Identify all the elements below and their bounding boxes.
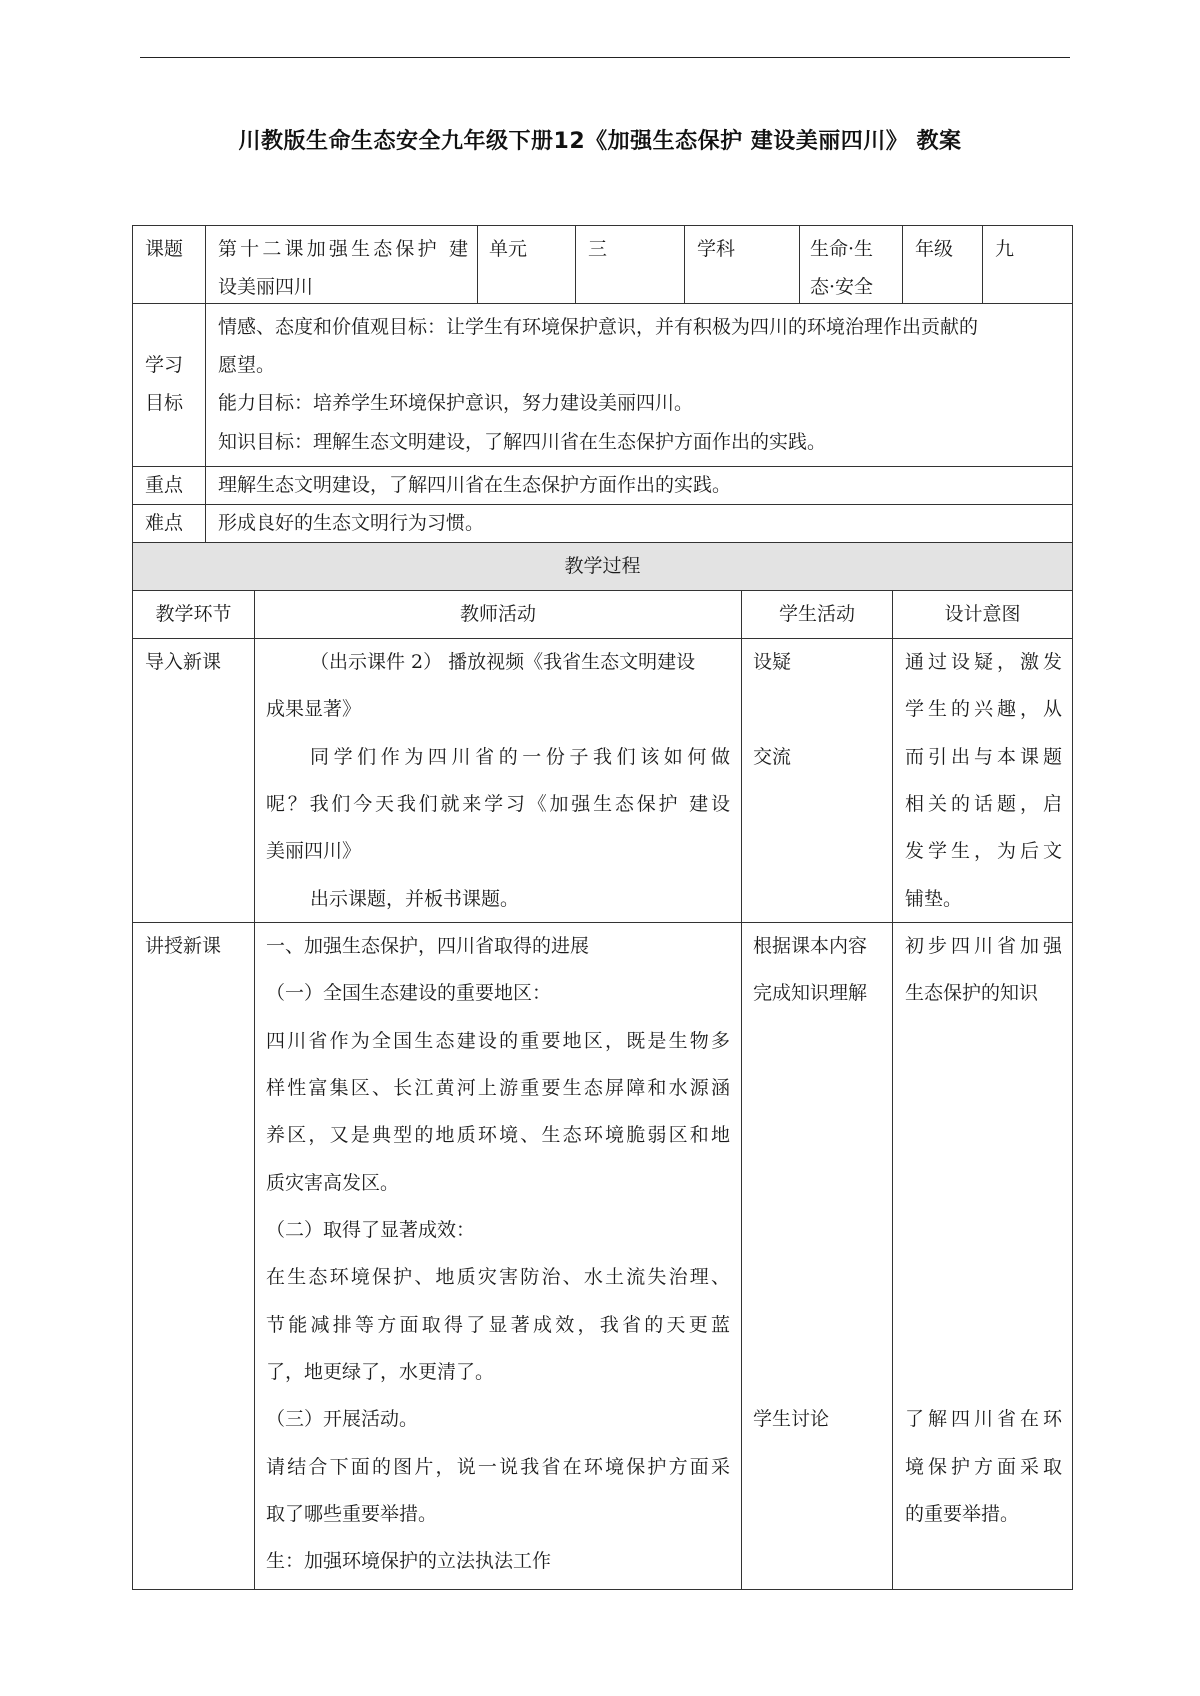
subject-value-line1: 生命·生: [810, 238, 874, 260]
intro-design-line: 发学生，为后文: [905, 840, 1062, 862]
new-lesson-design-line: 生态保护的知识: [905, 982, 1039, 1004]
objective-knowledge: 知识目标：理解生态文明建设，了解四川省在生态保护方面作出的实践。: [218, 431, 827, 453]
intro-stage-cell: [132, 638, 255, 923]
intro-teacher-cell: [254, 638, 742, 923]
grade-value: 九: [995, 238, 1015, 260]
intro-student-cell: [741, 638, 893, 923]
intro-student-1: 设疑: [753, 651, 792, 673]
new-lesson-teacher-line: （二）取得了显著成效：: [266, 1219, 476, 1241]
intro-design-cell: [892, 638, 1073, 923]
new-lesson-stage: 讲授新课: [145, 935, 222, 957]
new-lesson-design-line: 的重要举措。: [905, 1503, 1020, 1525]
new-lesson-teacher-line: 取了哪些重要举措。: [266, 1503, 438, 1525]
unit-label: 单元: [489, 238, 528, 260]
new-lesson-design-cell: [892, 922, 1073, 1590]
topic-label: 课题: [145, 238, 184, 260]
header-rule: [140, 57, 1070, 58]
new-lesson-student-line: 完成知识理解: [753, 982, 868, 1004]
difficulty-label: 难点: [145, 512, 184, 534]
intro-teacher-line: 呢？我们今天我们就来学习《加强生态保护 建设: [266, 793, 730, 815]
intro-design-line: 通过设疑，激发: [905, 651, 1062, 673]
cell-objectives-label: [132, 303, 206, 467]
key-point: 理解生态文明建设，了解四川省在生态保护方面作出的实践。: [218, 474, 732, 496]
new-lesson-teacher-line: （一）全国生态建设的重要地区：: [266, 982, 552, 1004]
intro-teacher-line: 美丽四川》: [266, 840, 362, 862]
intro-teacher-line: 同学们作为四川省的一份子我们该如何做: [310, 746, 730, 768]
unit-value: 三: [588, 238, 608, 260]
new-lesson-student-cell: [741, 922, 893, 1590]
new-lesson-teacher-cell: [254, 922, 742, 1590]
new-lesson-teacher-line: 样性富集区、长江黄河上游重要生态屏障和水源涵: [266, 1077, 730, 1099]
new-lesson-teacher-line: 了，地更绿了，水更清了。: [266, 1361, 495, 1383]
intro-stage: 导入新课: [145, 651, 222, 673]
objectives-label-line1: 学习: [145, 354, 184, 376]
subject-label: 学科: [697, 238, 736, 260]
new-lesson-teacher-line: 一、加强生态保护，四川省取得的进展: [266, 935, 590, 957]
topic-value-line1: 第十二课加强生态保护 建: [218, 238, 468, 260]
topic-value-line2: 设美丽四川: [218, 276, 314, 298]
new-lesson-teacher-line: （三）开展活动。: [266, 1408, 419, 1430]
new-lesson-teacher-line: 请结合下面的图片，说一说我省在环境保护方面采: [266, 1456, 730, 1478]
new-lesson-teacher-line: 质灾害高发区。: [266, 1172, 400, 1194]
intro-teacher-line: （出示课件 2） 播放视频《我省生态文明建设: [310, 651, 696, 673]
intro-student-2: 交流: [753, 746, 792, 768]
section-header: 教学过程: [564, 555, 641, 577]
new-lesson-student-2: 学生讨论: [753, 1408, 830, 1430]
col-header-student: 学生活动: [778, 603, 855, 625]
document-title: 川教版生命生态安全九年级下册12《加强生态保护 建设美丽四川》 教案: [238, 129, 962, 154]
new-lesson-teacher-line: 节能减排等方面取得了显著成效，我省的天更蓝: [266, 1314, 730, 1336]
new-lesson-teacher-line: 在生态环境保护、地质灾害防治、水土流失治理、: [266, 1266, 730, 1288]
new-lesson-teacher-line: 四川省作为全国生态建设的重要地区，既是生物多: [266, 1030, 730, 1052]
intro-design-line: 铺垫。: [905, 888, 963, 910]
new-lesson-teacher-line: 生：加强环境保护的立法执法工作: [266, 1550, 552, 1572]
subject-value-line2: 态·安全: [810, 276, 874, 298]
objective-emotion-line2: 愿望。: [218, 354, 276, 376]
objective-ability: 能力目标：培养学生环境保护意识，努力建设美丽四川。: [218, 392, 694, 414]
new-lesson-teacher-line: 养区，又是典型的地质环境、生态环境脆弱区和地: [266, 1124, 730, 1146]
objective-emotion-line1: 情感、态度和价值观目标：让学生有环境保护意识，并有积极为四川的环境治理作出贡献的: [218, 316, 979, 338]
col-header-stage: 教学环节: [155, 603, 232, 625]
intro-design-line: 而引出与本课题: [905, 746, 1062, 768]
difficulty: 形成良好的生态文明行为习惯。: [218, 512, 485, 534]
new-lesson-stage-cell: [132, 922, 255, 1590]
new-lesson-design-line: 境保护方面采取: [905, 1456, 1062, 1478]
key-point-label: 重点: [145, 474, 184, 496]
col-header-design: 设计意图: [944, 603, 1021, 625]
objectives-label-line2: 目标: [145, 392, 184, 414]
intro-teacher-line: 成果显著》: [266, 698, 362, 720]
col-header-teacher: 教师活动: [459, 603, 536, 625]
new-lesson-student-line: 根据课本内容: [753, 935, 868, 957]
intro-teacher-line: 出示课题，并板书课题。: [310, 888, 520, 910]
grade-label: 年级: [915, 238, 954, 260]
new-lesson-design-line: 了解四川省在环: [905, 1408, 1062, 1430]
intro-design-line: 相关的话题，启: [905, 793, 1062, 815]
intro-design-line: 学生的兴趣，从: [905, 698, 1062, 720]
new-lesson-design-line: 初步四川省加强: [905, 935, 1062, 957]
